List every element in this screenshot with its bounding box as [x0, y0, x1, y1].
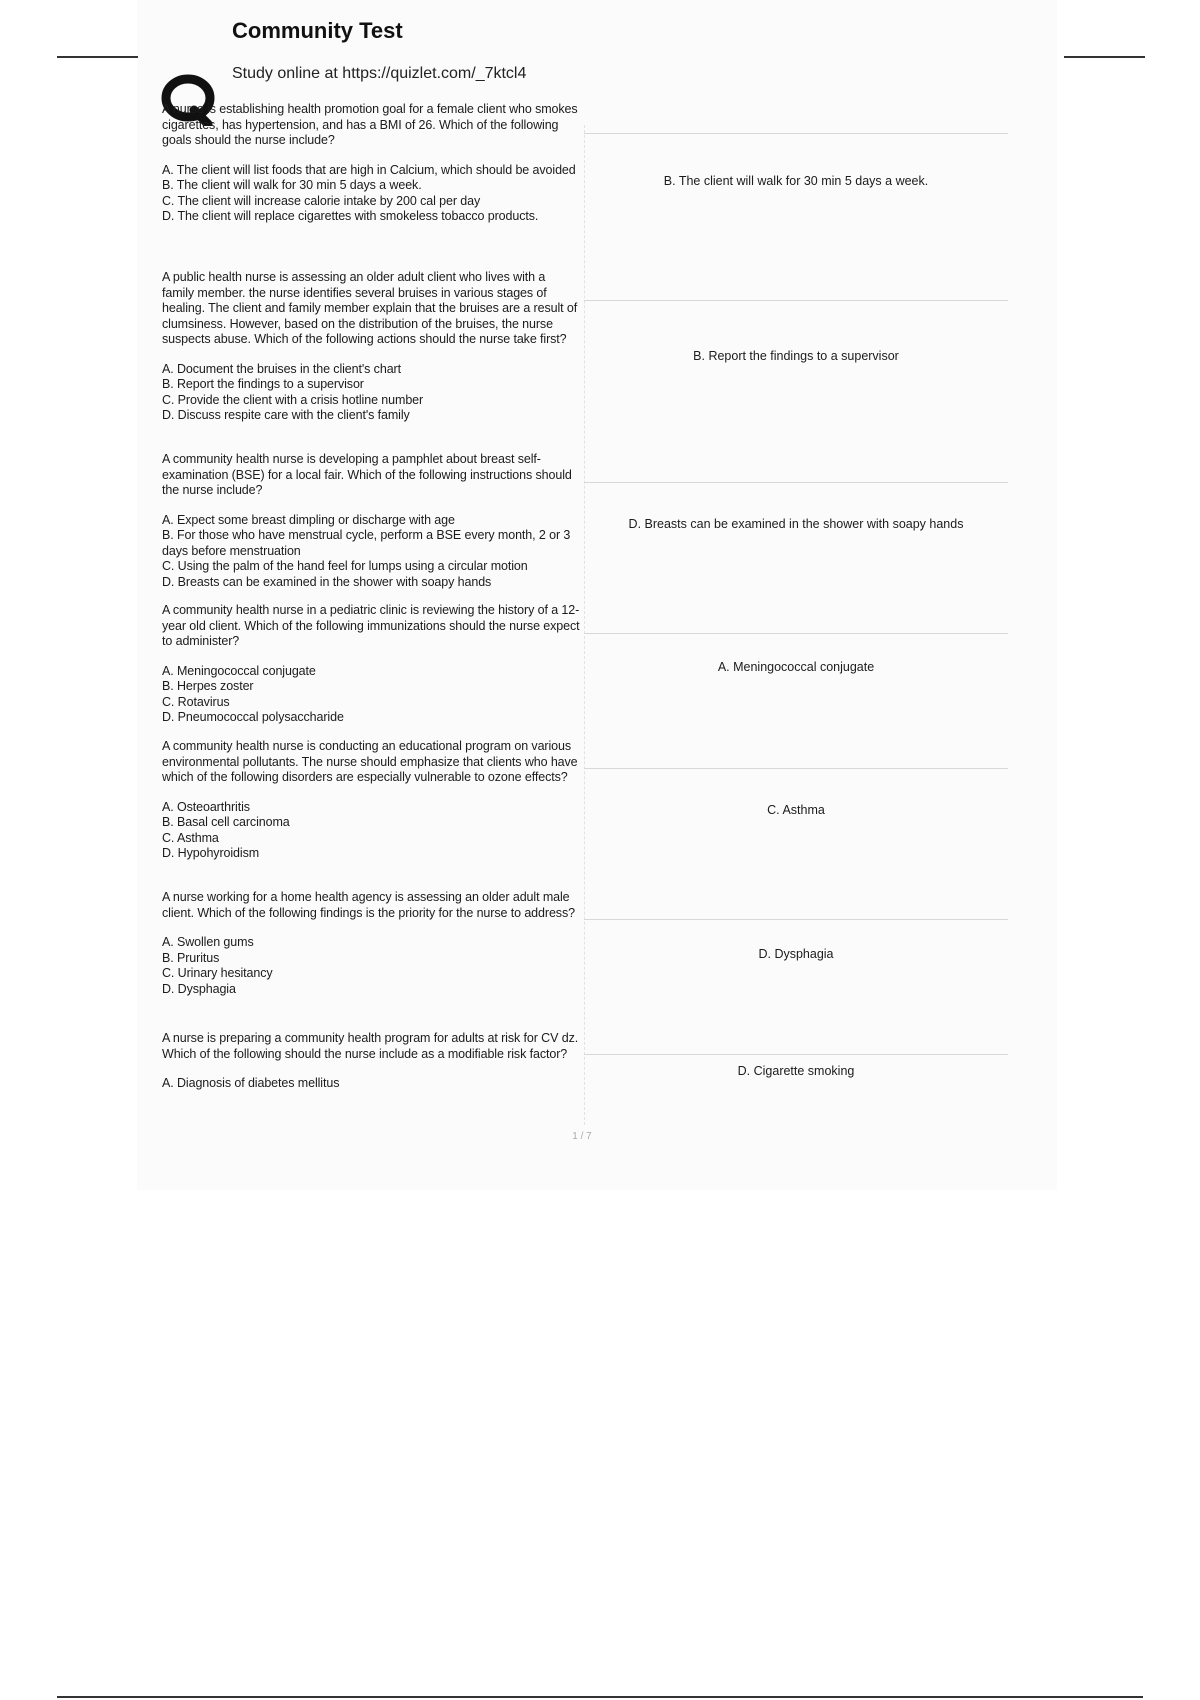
- flashcard-answer: D. Breasts can be examined in the shower with soapy hands: [628, 517, 964, 531]
- flashcard-term: [162, 102, 580, 225]
- option-a: A. Expect some breast dimpling or discharge with age: [162, 512, 455, 527]
- option-a: A. The client will list foods that are high in Calcium, which should be avoided: [162, 162, 576, 177]
- option-d: D. Pneumococcal polysaccharide: [162, 710, 344, 724]
- question-text: A community health nurse is developing a pamphlet about breast self-examination (BSE) for a local fair. Which of the following instructions should the nurse include?: [162, 452, 572, 497]
- answer-options: [162, 935, 580, 997]
- option-a: A. Diagnosis of diabetes mellitus: [162, 1076, 340, 1090]
- option-d: D. Discuss respite care with the client's family: [162, 408, 410, 422]
- row-separator: [584, 133, 1008, 134]
- question-text: A public health nurse is assessing an older adult client who lives with a family member. the nurse identifies several bruises in various stages of healing. The client and family member explain that the bruises are a result of clumsiness. However, based on the distribution of the bruises, the nurse suspects abuse. Which of the following actions should the nurse take first?: [162, 270, 578, 346]
- flashcard-term: [162, 603, 580, 726]
- option-b: B. Pruritus: [162, 950, 220, 965]
- question-text: A nurse is preparing a community health program for adults at risk for CV dz. Which of the following should the nurse include as a modifiable risk factor?: [162, 1031, 579, 1061]
- flashcard-answer: B. Report the findings to a supervisor: [693, 349, 899, 363]
- flashcard-answer: D. Cigarette smoking: [737, 1064, 855, 1078]
- document-title: Community Test: [232, 18, 403, 43]
- option-c: C. Using the palm of the hand feel for lumps using a circular motion: [162, 559, 528, 573]
- option-c: C. Asthma: [162, 830, 219, 845]
- option-d: D. Dysphagia: [162, 981, 236, 996]
- option-a: A. Meningococcal conjugate: [162, 663, 316, 678]
- option-c: C. Provide the client with a crisis hotline number: [162, 392, 424, 407]
- option-c: C. Urinary hesitancy: [162, 966, 273, 980]
- page-number: 1 / 7: [572, 1131, 592, 1142]
- flashcard-term: [162, 270, 580, 424]
- row-separator: [584, 919, 1008, 920]
- answer-options: [162, 513, 580, 591]
- flashcard-term: [162, 1031, 580, 1092]
- row-separator: [584, 300, 1008, 301]
- question-text: A community health nurse in a pediatric clinic is reviewing the history of a 12-year old client. Which of the following immunizations should the nurse expect to administer?: [162, 603, 580, 648]
- question-text: A nurse working for a home health agency is assessing an older adult male client. Which of the following findings is the priority for the nurse to address?: [162, 890, 575, 920]
- answer-options: [162, 163, 580, 225]
- option-d: D. Hypohyroidism: [162, 846, 260, 860]
- answer-options: [162, 800, 580, 862]
- option-c: C. Rotavirus: [162, 694, 230, 709]
- flashcard-answer: D. Dysphagia: [758, 947, 834, 961]
- flashcard-term: [162, 739, 580, 862]
- footer-rule: [57, 1696, 1143, 1698]
- option-d: D. Breasts can be examined in the shower with soapy hands: [162, 574, 492, 589]
- option-a: A. Document the bruises in the client's chart: [162, 361, 401, 376]
- option-c: C. The client will increase calorie intake by 200 cal per day: [162, 193, 481, 208]
- flashcard-answer: A. Meningococcal conjugate: [717, 660, 875, 674]
- option-b: B. Report the findings to a supervisor: [162, 377, 364, 391]
- header-rule-right: [1064, 56, 1145, 58]
- option-d: D. The client will replace cigarettes with smokeless tobacco products.: [162, 209, 539, 223]
- flashcard-answer: B. The client will walk for 30 min 5 days a week.: [663, 174, 929, 188]
- header-rule-left: [57, 56, 138, 58]
- flashcard-term: [162, 452, 580, 590]
- option-b: B. The client will walk for 30 min 5 days a week.: [162, 178, 422, 192]
- answer-options: [162, 1076, 580, 1092]
- option-b: B. Herpes zoster: [162, 679, 254, 693]
- flashcard-answer: C. Asthma: [767, 803, 825, 817]
- row-separator: [584, 482, 1008, 483]
- row-separator: [584, 1054, 1008, 1055]
- option-a: A. Osteoarthritis: [162, 799, 250, 814]
- question-text: A community health nurse is conducting an educational program on various environmental pollutants. The nurse should emphasize that clients who have which of the following disorders are especially vulnerable to ozone effects?: [162, 739, 578, 784]
- flashcard-term: [162, 890, 580, 997]
- option-b: B. For those who have menstrual cycle, perform a BSE every month, 2 or 3 days before menstruation: [162, 528, 571, 558]
- option-b: B. Basal cell carcinoma: [162, 815, 290, 829]
- row-separator: [584, 768, 1008, 769]
- row-separator: [584, 633, 1008, 634]
- answer-options: [162, 664, 580, 726]
- document-subtitle: Study online at https://quizlet.com/_7ktcl4: [232, 65, 527, 82]
- answer-options: [162, 362, 580, 424]
- option-a: A. Swollen gums: [162, 935, 254, 949]
- column-divider: [584, 125, 585, 1125]
- question-text: A nurse is establishing health promotion goal for a female client who smokes cigarettes, has hypertension, and has a BMI of 26. Which of the following goals should the nurse include?: [162, 102, 578, 147]
